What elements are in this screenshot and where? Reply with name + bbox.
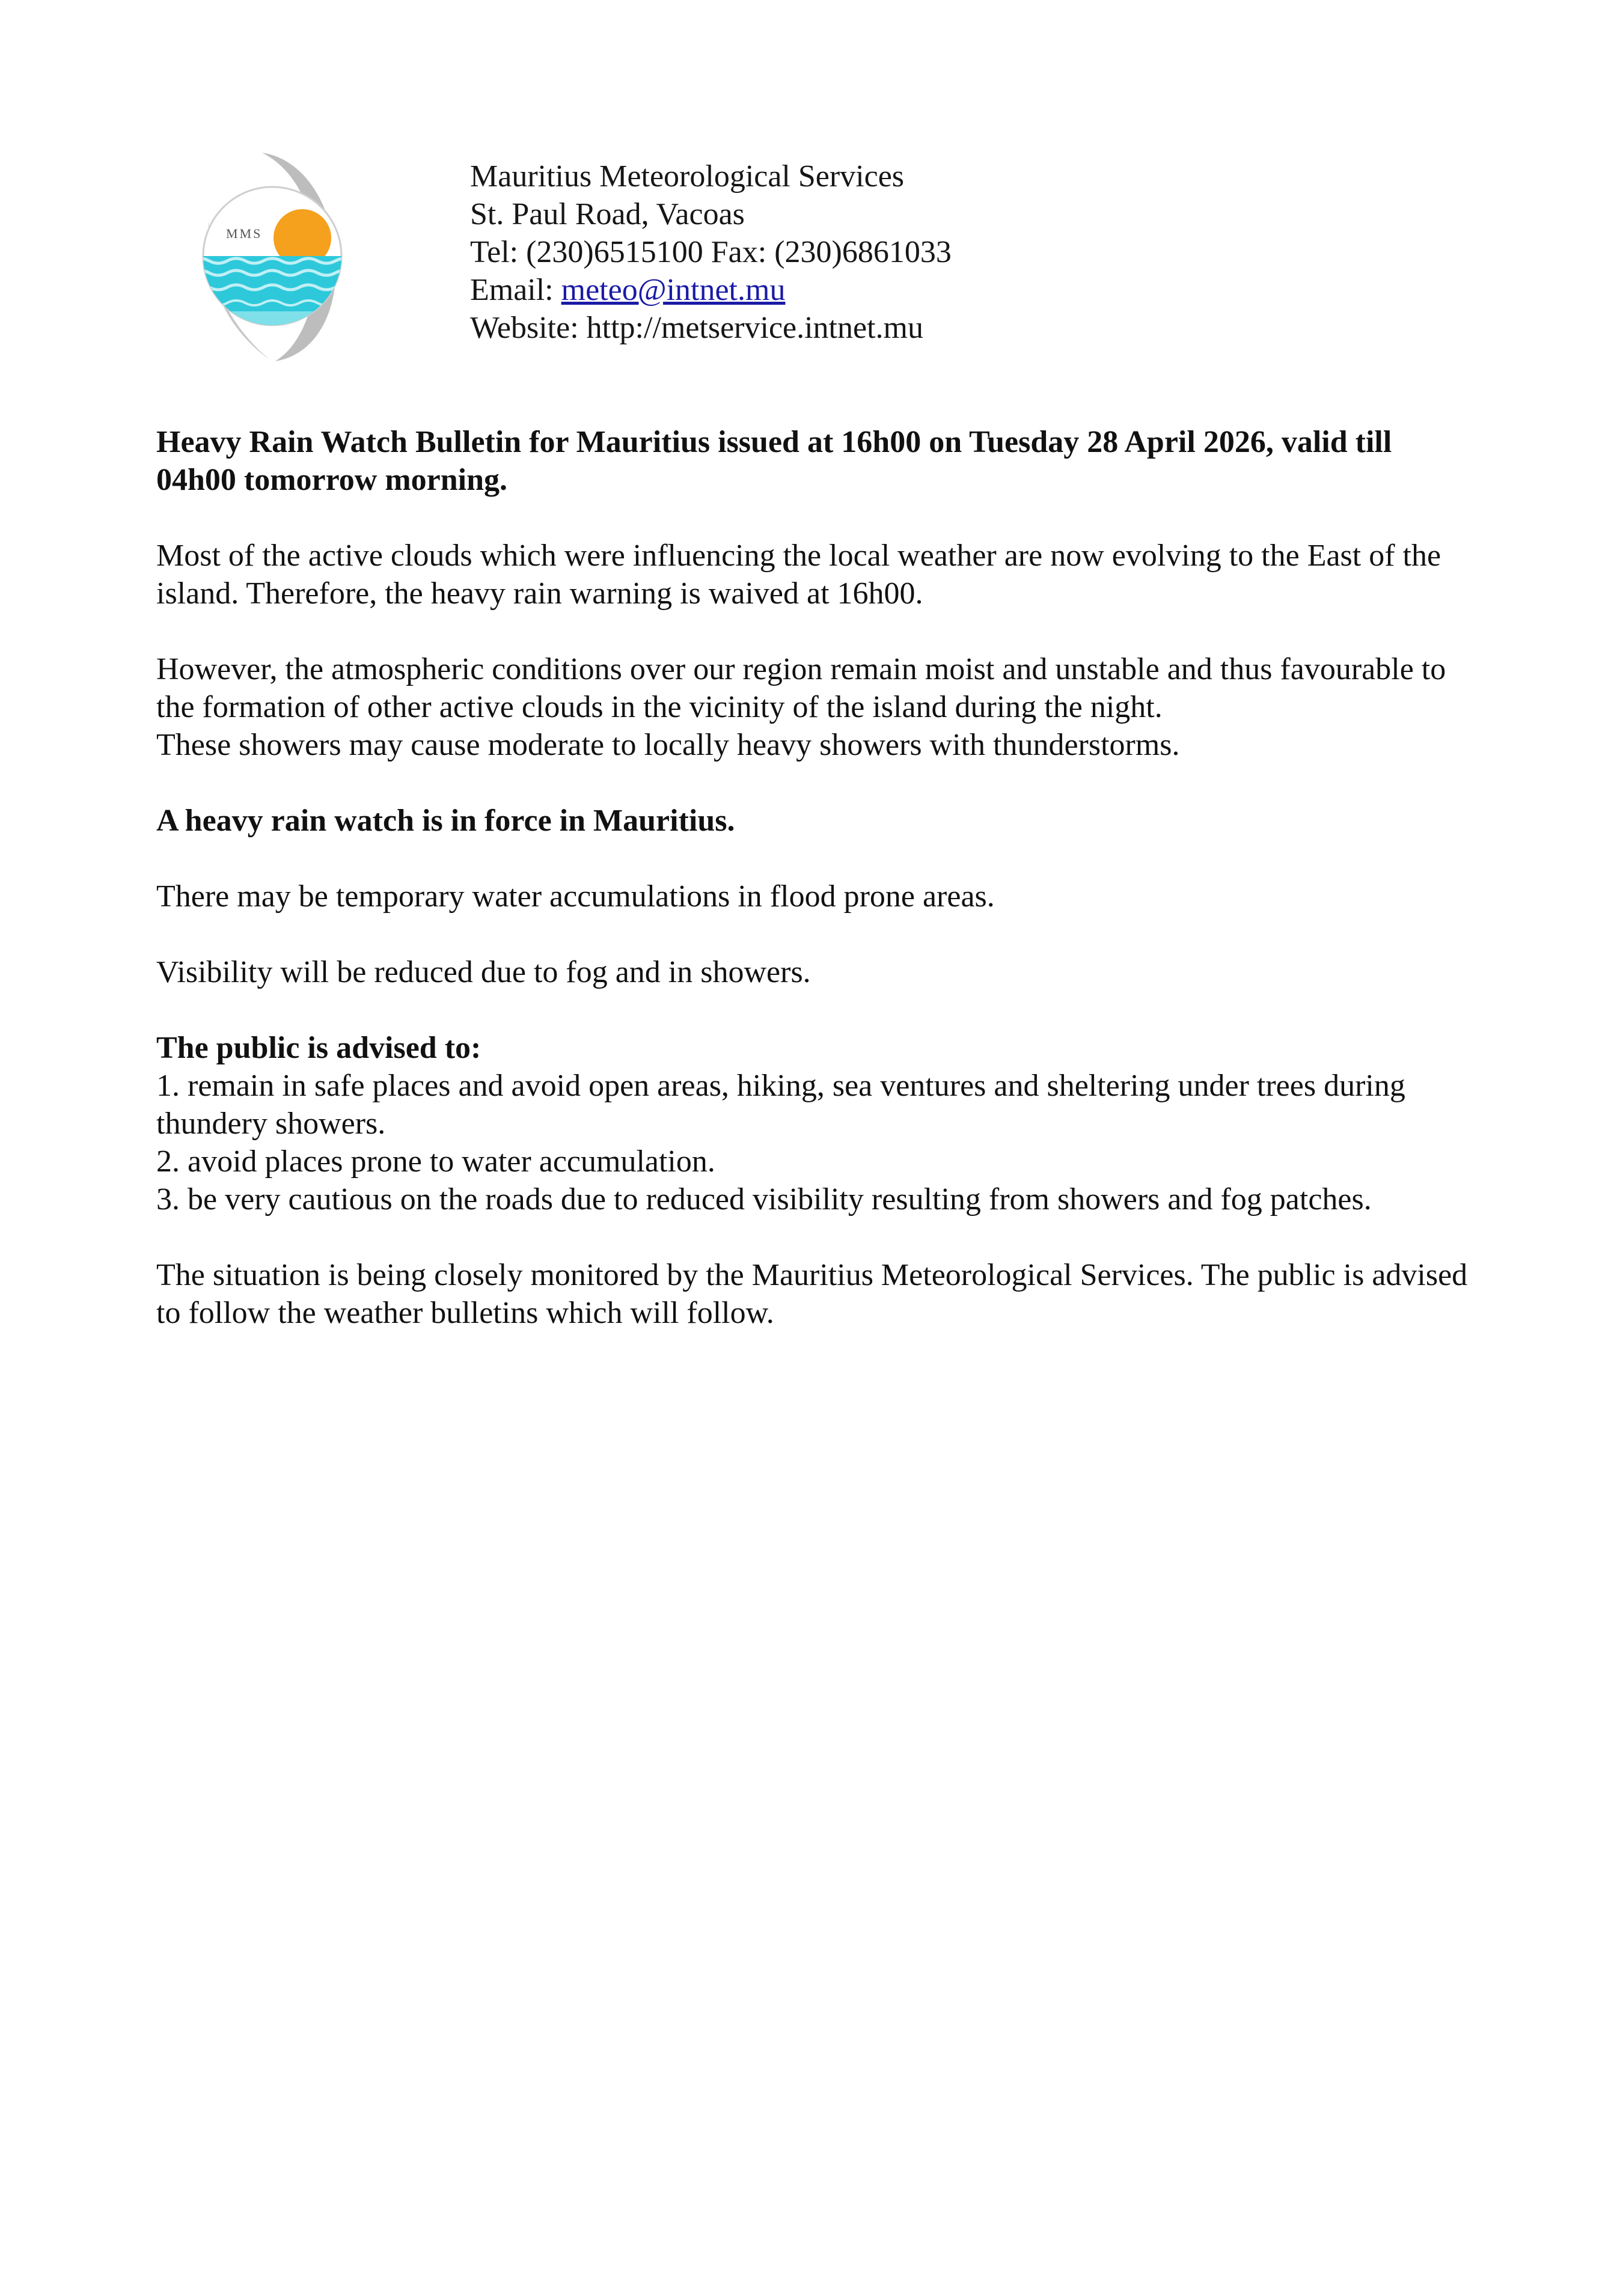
paragraph-conditions-line1: However, the atmospheric conditions over our region remain moist and unstable and thus favourable to the formation of other active clouds in the vicinity of the island during the night. (156, 652, 1446, 724)
advice-section (156, 1029, 1479, 1218)
logo-text: MMS (226, 226, 263, 241)
paragraph-clouds: Most of the active clouds which were influencing the local weather are now evolving to the East of the island. Therefore, the heavy rain warning is waived at 16h00. (156, 539, 1441, 611)
email-label: Email: (470, 273, 561, 307)
advice-item: 2. avoid places prone to water accumulation. (156, 1144, 715, 1179)
paragraph-closing: The situation is being closely monitored by the Mauritius Meteorological Services. The public is advised to follow the weather bulletins which will follow. (156, 1258, 1468, 1330)
advice-item: 1. remain in safe places and avoid open areas, hiking, sea ventures and sheltering under trees during thundery showers. (156, 1069, 1405, 1141)
bulletin-body (156, 423, 1479, 1370)
org-email-line (470, 271, 952, 309)
paragraph-accumulation: There may be temporary water accumulations in flood prone areas. (156, 879, 995, 914)
letterhead (470, 157, 952, 347)
watch-heading: A heavy rain watch is in force in Mauritius. (156, 804, 735, 838)
org-name: Mauritius Meteorological Services (470, 159, 905, 194)
email-link[interactable]: meteo@intnet.mu (561, 273, 786, 307)
advice-heading: The public is advised to: (156, 1031, 481, 1065)
paragraph-conditions-line2: These showers may cause moderate to locally heavy showers with thunderstorms. (156, 728, 1180, 762)
paragraph-conditions (156, 650, 1479, 764)
bulletin-title: Heavy Rain Watch Bulletin for Mauritius issued at 16h00 on Tuesday 28 April 2026, valid till 04h00 tomorrow morning. (156, 425, 1392, 497)
mms-logo (191, 148, 353, 365)
advice-item: 3. be very cautious on the roads due to reduced visibility resulting from showers and fog patches. (156, 1182, 1372, 1217)
org-contact: Tel: (230)6515100 Fax: (230)6861033 (470, 235, 952, 269)
org-website: Website: http://metservice.intnet.mu (470, 311, 923, 345)
paragraph-visibility: Visibility will be reduced due to fog and in showers. (156, 955, 811, 989)
org-address: St. Paul Road, Vacoas (470, 197, 745, 231)
